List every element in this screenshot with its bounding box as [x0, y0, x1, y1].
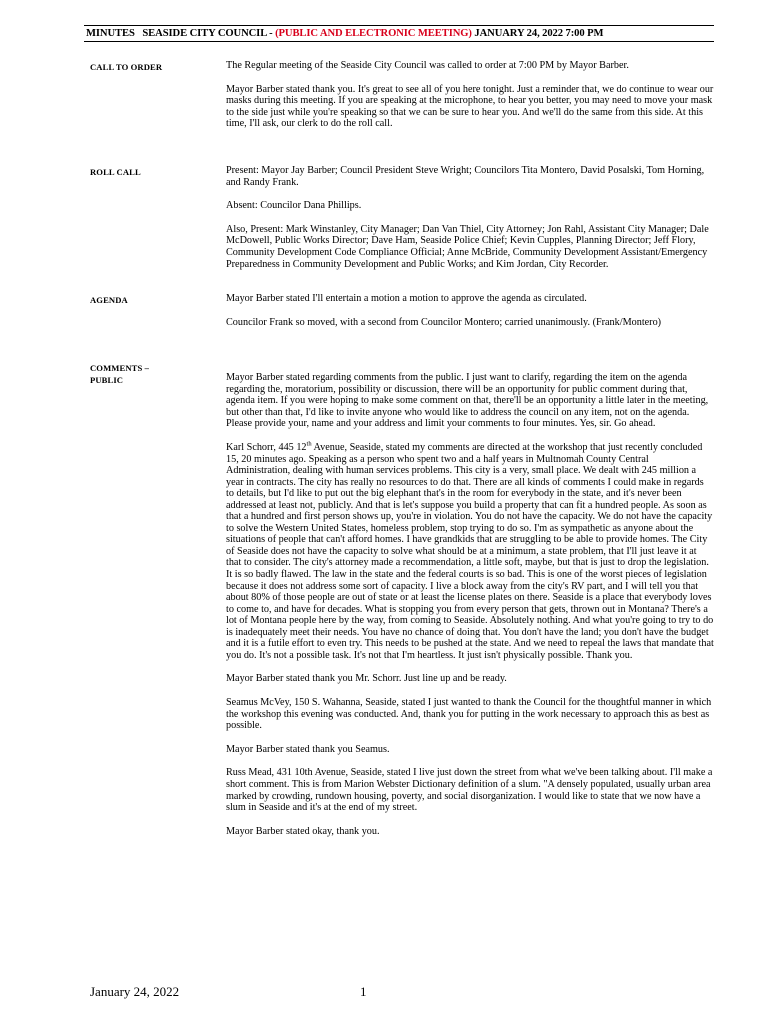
paragraph: Mayor Barber stated I'll entertain a motion a motion to approve the agenda as circulated. — [226, 293, 587, 304]
speaker-comment: Avenue, Seaside, stated my comments are directed at the workshop that just recently concluded 15, 20 minutes ago. Speaking as a person who spent two and a half years in Multnomah County Central Administration, dealing with human services problems. This city is a very, small place. We dealt with 245 million a year in contracts. The city has really no resources to do that. There are all kinds of comments I could make in regards to details, but I'd like to put out the big elephant that's in the room for everybody in the state, and it's never been addressed at least not, publicly. And that is let's suppose you build a property that can fit a hundred people. As soon as that a hundred and first person shows up, you're in violation. You do not have the capacity. We do not have the capacity to solve the Western United States, homeless problem, stop trying to do so. I'm as sympathetic as anyone about the situations of people that can't afford homes. I have grandkids that are struggling to be able to provide homes. The City of Seaside does not have the capacity to solve what should be at a minimum, a state problem, that I'll just leave it at that to consider. The city's attorney made a recommendation, a little soft, maybe, but that is just to drop the legislation. It is so badly flawed. The law in the state and the federal courts is so bad. This is one of the worst pieces of legislation because it does not address some sort of capacity. I live a block away from the city's RV part, and I will tell you that about 80% of those people are out of state or at least the license plates on there. Seaside is a place that everybody loves to come to, and have for decades. What is stopping you from every person that gets, thrown out in Montana? There's a lot of Montana people here by the way, from coming to Seaside. Absolutely nothing. And what you're going to try to do is inadequately meet their needs. You have no chance of doing that. You don't have the land; you don't have the budget and it is a futile effort to even try. This needs to be pushed at the state. And we need to repeal the laws that mandate that you do. It's not a possible task. It's not that I'm heartless. It just isn't physically possible. Thank you. — [226, 441, 714, 661]
section-label: ROLL CALL — [90, 167, 141, 177]
paragraph: Mayor Barber stated thank you. It's great to see all of you here tonight. Just a reminder that, we do continue to wear our masks during this meeting. If you are speaking at the microphone, to hear you better, you may need to move your mask to the side just while you're speaking so that we can be sure to hear you. And we'll do the same from this side. At this time, I'll ask, our clerk to do the roll call. — [226, 83, 714, 130]
paragraph: Also, Present: Mark Winstanley, City Manager; Dan Van Thiel, City Attorney; Jon Rahl, Assistant City Manager; Dale McDowell, Public Works Director; Dave Ham, Seaside Police Chief; Kevin Cupples, Planning Director; Jeff Flory, Community Development Code Compliance Official; Anne McBride, Community Development Assistant/Emergency Preparedness in Community Development and Public Works; and Kim Jordan, City Recorder. — [226, 223, 709, 270]
section-label-line: PUBLIC — [90, 375, 124, 385]
paragraph: Russ Mead, 431 10th Avenue, Seaside, stated I live just down the street from what we've been talking about. I'll make a short comment. This is from Marion Webster Dictionary definition of a slum. "A densely populated, usually urban area marked by crowding, rundown housing, poverty, and social disorganization. I would like to state that we now have a slum in Seaside and it's at the end of my street. — [226, 767, 713, 814]
section-body — [226, 372, 714, 849]
paragraph: Absent: Councilor Dana Phillips. — [226, 200, 362, 212]
speaker-intro: Karl Schorr, 445 12 — [226, 441, 307, 453]
section-label: CALL TO ORDER — [90, 62, 163, 72]
paragraph: Present: Mayor Jay Barber; Council President Steve Wright; Councilors Tita Montero, David Posalski, Tom Horning, and Randy Frank. — [226, 165, 705, 188]
paragraph: Seamus McVey, 150 S. Wahanna, Seaside, stated I just wanted to thank the Council for the thoughtful manner in which the workshop this evening was conducted. And, thank you for putting in the work necessary to approach this as best as possible. — [226, 696, 712, 732]
section-label-line: COMMENTS – — [90, 363, 150, 373]
header-meeting-type: (PUBLIC AND ELECTRONIC MEETING) — [275, 28, 472, 39]
paragraph: Mayor Barber stated okay, thank you. — [226, 825, 380, 837]
paragraph: Councilor Frank so moved, with a second from Councilor Montero; carried unanimously. (Frank/Montero) — [226, 316, 662, 328]
page-number: 1 — [360, 984, 367, 999]
ordinal-suffix: th — [306, 440, 312, 448]
section-body — [226, 60, 714, 142]
paragraph: Mayor Barber stated thank you Mr. Schorr. Just line up and be ready. — [226, 673, 507, 685]
paragraph: Mayor Barber stated regarding comments from the public. I just want to clarify, regarding the item on the agenda regarding the, moratorium, possibility or discussion, there will be an opportunity for public comment during that, agenda item. If you were hoping to make some comment on that, there'll be an opportunity a little later in the meeting, but other than that, I'd like to invite anyone who would like to address the council on any item, not on the agenda. Please provide your, name and your address and limit your comments to four minutes. Yes, sir. Go ahead. — [226, 372, 709, 430]
section-body — [226, 293, 714, 340]
header-date: JANUARY 24, 2022 7:00 PM — [471, 28, 604, 39]
section-body — [226, 165, 714, 282]
footer-date: January 24, 2022 — [90, 984, 180, 999]
section-label — [90, 362, 190, 386]
paragraph: The Regular meeting of the Seaside City Council was called to order at 7:00 PM by Mayor Barber. — [226, 60, 629, 71]
section-label: AGENDA — [90, 295, 128, 305]
paragraph — [226, 442, 714, 661]
paragraph: Mayor Barber stated thank you Seamus. — [226, 743, 390, 755]
header-prefix: MINUTES SEASIDE CITY COUNCIL - — [86, 28, 276, 39]
page-header — [84, 25, 714, 42]
